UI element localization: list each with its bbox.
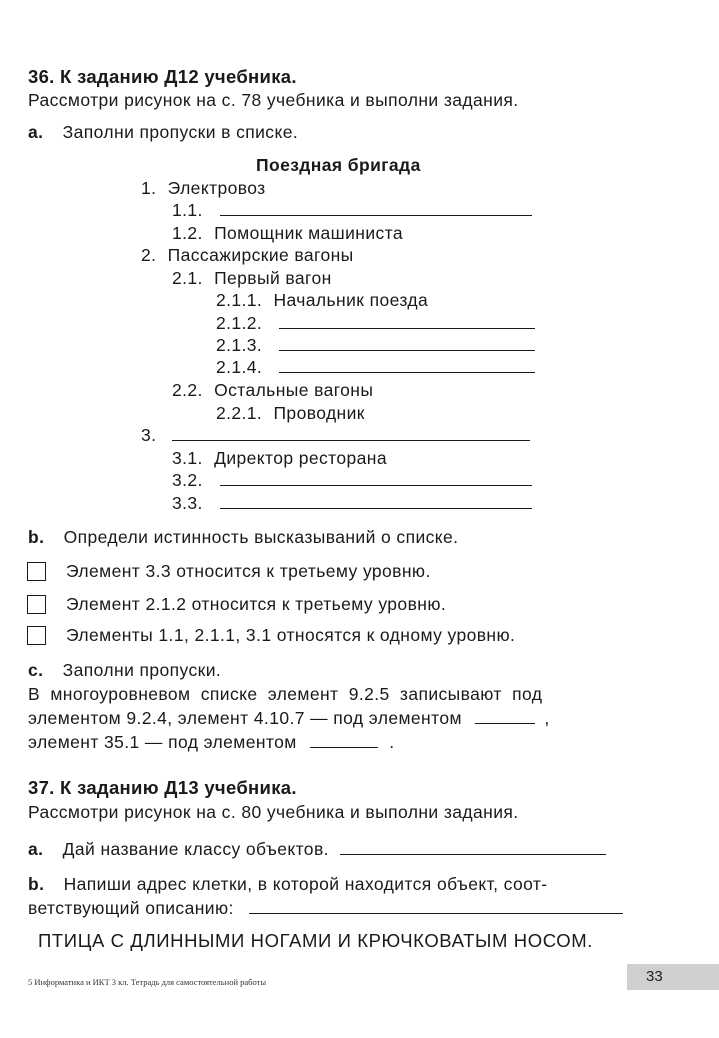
list-item-num: 2.2.1. <box>216 403 263 423</box>
task36-c-letter: c. <box>28 660 44 680</box>
list-item-text: Электровоз <box>167 178 266 198</box>
punctuation: , <box>544 708 550 728</box>
answer-blank[interactable] <box>220 200 532 216</box>
task36-heading: 36. К заданию Д12 учебника. <box>28 66 297 87</box>
answer-blank[interactable] <box>279 357 535 373</box>
task37-heading: 37. К заданию Д13 учебника. <box>28 777 297 798</box>
list-item <box>216 290 428 311</box>
list-item <box>172 268 332 289</box>
statement-text: Элемент 2.1.2 относится к третьему уровню. <box>66 594 447 614</box>
punctuation: . <box>389 732 395 752</box>
answer-blank[interactable] <box>249 898 623 914</box>
page-number-tab <box>627 964 719 990</box>
page-number: 33 <box>646 968 663 985</box>
list-item-text: Пассажирские вагоны <box>167 245 354 265</box>
task36-intro: Рассмотри рисунок на с. 78 учебника и выполни задания. <box>28 90 519 110</box>
list-title: Поездная бригада <box>256 155 421 175</box>
list-item-text: Остальные вагоны <box>214 380 374 400</box>
list-item-num: 2.1.2. <box>216 313 263 333</box>
true-false-checkbox[interactable] <box>27 595 46 614</box>
answer-blank[interactable] <box>310 732 378 748</box>
task37-a <box>28 839 606 860</box>
list-item <box>141 425 530 446</box>
list-item-num: 2.1. <box>172 268 203 288</box>
list-item <box>141 178 266 199</box>
task37-b-line1: Напиши адрес клетки, в которой находится объект, соот- <box>63 874 548 894</box>
task36-a <box>28 122 298 143</box>
answer-blank[interactable] <box>279 313 535 329</box>
list-item <box>172 380 373 401</box>
list-item <box>141 245 354 266</box>
statement-text: Элемент 3.3 относится к третьему уровню. <box>66 561 431 581</box>
list-item-text: Помощник машиниста <box>214 223 404 243</box>
list-item-num: 3.3. <box>172 493 203 513</box>
list-item-num: 2. <box>141 245 157 265</box>
list-item-num: 2.1.3. <box>216 335 263 355</box>
answer-blank[interactable] <box>340 839 606 855</box>
list-item-text: Директор ресторана <box>214 448 387 468</box>
answer-blank[interactable] <box>220 470 532 486</box>
task37-a-letter: a. <box>28 839 44 859</box>
list-item <box>172 223 403 244</box>
list-item <box>216 313 535 334</box>
task37-b-letter: b. <box>28 874 45 894</box>
task36-b-text: Определи истинность высказываний о списке. <box>63 527 459 547</box>
task36-a-letter: a. <box>28 122 44 142</box>
task36-c-line2-text: элементом 9.2.4, элемент 4.10.7 — под элементом <box>28 708 462 728</box>
answer-blank[interactable] <box>172 425 530 441</box>
task36-c-line1: В многоуровневом списке элемент 9.2.5 записывают под <box>28 684 543 704</box>
footer-text: 5 Информатика и ИКТ 3 кл. Тетрадь для самостоятельной работы <box>28 977 267 987</box>
list-item <box>216 335 535 356</box>
list-item-num: 2.1.1. <box>216 290 263 310</box>
answer-blank[interactable] <box>220 493 532 509</box>
list-item <box>172 448 387 469</box>
task37-a-text: Дай название классу объектов. <box>62 839 329 859</box>
list-item-num: 2.1.4. <box>216 357 263 377</box>
answer-blank[interactable] <box>475 708 535 724</box>
list-item-text: Проводник <box>273 403 365 423</box>
list-item-num: 3. <box>141 425 157 445</box>
task36-c-line3 <box>28 732 394 753</box>
list-item <box>172 470 532 491</box>
list-item-num: 3.2. <box>172 470 203 490</box>
list-item-text: Первый вагон <box>214 268 332 288</box>
object-description: ПТИЦА С ДЛИННЫМИ НОГАМИ И КРЮЧКОВАТЫМ НОСОМ. <box>38 930 593 951</box>
list-item <box>172 493 532 514</box>
list-item-num: 1.1. <box>172 200 203 220</box>
task36-c-line2 <box>28 708 550 729</box>
list-item-num: 2.2. <box>172 380 203 400</box>
task37-b-line2: ветствующий описанию: <box>28 898 234 918</box>
task36-b-letter: b. <box>28 527 45 547</box>
task36-b <box>28 527 458 548</box>
list-item-num: 1. <box>141 178 157 198</box>
statement-text: Элементы 1.1, 2.1.1, 3.1 относятся к одному уровню. <box>66 625 516 645</box>
list-item-text: Начальник поезда <box>273 290 429 310</box>
task37-b <box>28 874 548 895</box>
list-item <box>216 357 535 378</box>
task36-c-line3-text: элемент 35.1 — под элементом <box>28 732 297 752</box>
list-item <box>172 200 532 221</box>
task36-c <box>28 660 221 681</box>
list-item-num: 1.2. <box>172 223 203 243</box>
true-false-checkbox[interactable] <box>27 626 46 645</box>
list-item-num: 3.1. <box>172 448 203 468</box>
task37-intro: Рассмотри рисунок на с. 80 учебника и выполни задания. <box>28 802 519 822</box>
list-item <box>216 403 365 424</box>
task37-b-line2-row <box>28 898 623 919</box>
true-false-checkbox[interactable] <box>27 562 46 581</box>
answer-blank[interactable] <box>279 335 535 351</box>
task36-a-text: Заполни пропуски в списке. <box>62 122 299 142</box>
task36-c-text: Заполни пропуски. <box>62 660 222 680</box>
